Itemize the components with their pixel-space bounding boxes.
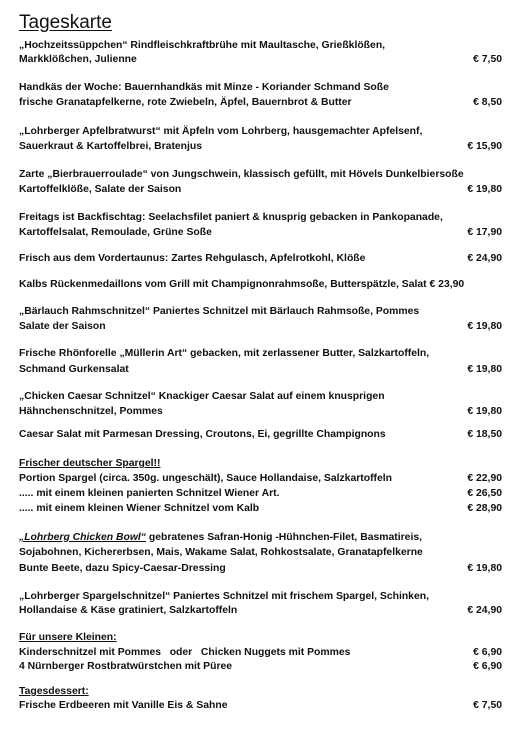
section-heading-text: Tagesdessert: [19, 686, 89, 697]
menu-line [19, 362, 502, 377]
menu-line [19, 471, 502, 486]
menu-line-text: „Lohrberger Spargelschnitzel“ Paniertes Schnitzel mit frischem Spargel, Schinken, [19, 591, 429, 602]
menu-line [19, 167, 502, 182]
price: € 19,80 [467, 563, 502, 574]
price: € 28,90 [467, 503, 502, 514]
menu-line [19, 38, 502, 53]
menu-line [19, 645, 502, 660]
menu-line [19, 225, 502, 240]
section-heading-text: Für unsere Kleinen: [19, 632, 117, 643]
menu-line-text: Portion Spargel (circa. 350g. ungeschält), Sauce Hollandaise, Salzkartoffeln [19, 473, 393, 484]
menu-line [19, 52, 502, 67]
menu-line [19, 501, 502, 516]
menu-line-text: Salate der Saison [19, 321, 106, 332]
menu-line-text: Kartoffelsalat, Remoulade, Grüne Soße [19, 227, 212, 238]
menu-line-text: Hollandaise & Käse gratiniert, Salzkartoffeln [19, 605, 238, 616]
price: € 6,90 [473, 647, 502, 658]
menu-line [19, 486, 502, 501]
menu-line-text: Sauerkraut & Kartoffelbrei, Bratenjus [19, 141, 203, 152]
dish-name: „Lohrberg Chicken Bowl“ [19, 532, 147, 543]
price: € 7,50 [473, 700, 502, 711]
price: € 24,90 [467, 253, 502, 264]
menu-line [19, 251, 502, 266]
menu-line [19, 589, 502, 604]
menu-line-text: Kinderschnitzel mit Pommes oder Chicken Nuggets mit Pommes [19, 647, 351, 658]
menu-line [19, 659, 502, 674]
menu-line [19, 603, 502, 618]
price: € 26,50 [467, 488, 502, 499]
menu-line-text: Zarte „Bierbrauerroulade“ von Jungschwein, klassisch gefüllt, mit Hövels Dunkelbiersoße [19, 169, 464, 180]
menu-line [19, 277, 502, 292]
menu-line-text: 4 Nürnberger Rostbratwürstchen mit Püree [19, 661, 233, 672]
price: € 19,80 [467, 321, 502, 332]
menu-line [19, 530, 502, 545]
price: € 15,90 [467, 141, 502, 152]
menu-line [19, 139, 502, 154]
menu-line-text: ..... mit einem kleinen panierten Schnitzel Wiener Art. [19, 488, 280, 499]
menu-line [19, 561, 502, 576]
menu-line-text: Freitags ist Backfischtag: Seelachsfilet paniert & knusprig gebacken in Pankopanade, [19, 212, 443, 223]
price: € 7,50 [473, 54, 502, 65]
menu-line [19, 182, 502, 197]
menu-line [19, 698, 502, 713]
price: € 17,90 [467, 227, 502, 238]
menu-line-text: Schmand Gurkensalat [19, 364, 129, 375]
section-heading [19, 630, 502, 645]
section-heading-text: Frischer deutscher Spargel!! [19, 458, 161, 469]
menu-line-text: „Chicken Caesar Schnitzel“ Knackiger Caesar Salat auf einem knusprigen [19, 391, 385, 402]
menu-line-text: frische Granatapfelkerne, rote Zwiebeln, Äpfel, Bauernbrot & Butter [19, 97, 352, 108]
menu-line-text: gebratenes Safran-Honig -Hühnchen-Filet, Basmatireis, [146, 532, 422, 543]
menu-line-text: Markklößchen, Julienne [19, 54, 137, 65]
menu-line-text: Hähnchenschnitzel, Pommes [19, 406, 163, 417]
price: € 19,80 [467, 406, 502, 417]
menu-line-text: ..... mit einem kleinen Wiener Schnitzel vom Kalb [19, 503, 260, 514]
menu-line-text: Frisch aus dem Vordertaunus: Zartes Rehgulasch, Apfelrotkohl, Klöße [19, 253, 366, 264]
menu-line [19, 210, 502, 225]
price: € 19,80 [467, 364, 502, 375]
menu-line-text: Sojabohnen, Kichererbsen, Mais, Wakame Salat, Rohkostsalate, Granatapfelkerne [19, 547, 423, 558]
menu-line [19, 545, 502, 560]
section-heading [19, 456, 502, 471]
menu-line [19, 404, 502, 419]
menu-line [19, 304, 502, 319]
menu-line-text: Kartoffelklöße, Salate der Saison [19, 184, 182, 195]
menu-line-text: „Hochzeitssüppchen“ Rindfleischkraftbrühe mit Maultasche, Grießklößen, [19, 40, 386, 51]
page-title: Tageskarte [19, 12, 112, 33]
price: € 8,50 [473, 97, 502, 108]
menu-line-text: „Lohrberger Apfelbratwurst“ mit Äpfeln vom Lohrberg, hausgemachter Apfelsenf, [19, 126, 423, 137]
menu-line-text: Kalbs Rückenmedaillons vom Grill mit Champignonrahmsoße, Butterspätzle, Salat € 23,90 [19, 279, 465, 290]
menu-line [19, 80, 502, 95]
menu-line-text: „Bärlauch Rahmschnitzel“ Paniertes Schnitzel mit Bärlauch Rahmsoße, Pommes [19, 306, 420, 317]
menu-line [19, 427, 502, 442]
price: € 19,80 [467, 184, 502, 195]
menu-line [19, 95, 502, 110]
menu-line [19, 319, 502, 334]
menu-line-text: Frische Rhönforelle „Müllerin Art“ gebacken, mit zerlassener Butter, Salzkartoffeln, [19, 348, 430, 359]
menu-line-text: Bunte Beete, dazu Spicy-Caesar-Dressing [19, 563, 226, 574]
price: € 18,50 [467, 429, 502, 440]
menu-line-text: Caesar Salat mit Parmesan Dressing, Croutons, Ei, gegrillte Champignons [19, 429, 386, 440]
menu-line [19, 346, 502, 361]
price: € 24,90 [467, 605, 502, 616]
price: € 22,90 [467, 473, 502, 484]
menu-line [19, 389, 502, 404]
menu-line-text: Handkäs der Woche: Bauernhandkäs mit Minze - Koriander Schmand Soße [19, 82, 389, 93]
price: € 6,90 [473, 661, 502, 672]
menu-line-text: Frische Erdbeeren mit Vanille Eis & Sahne [19, 700, 228, 711]
section-heading [19, 684, 502, 699]
menu-line [19, 124, 502, 139]
